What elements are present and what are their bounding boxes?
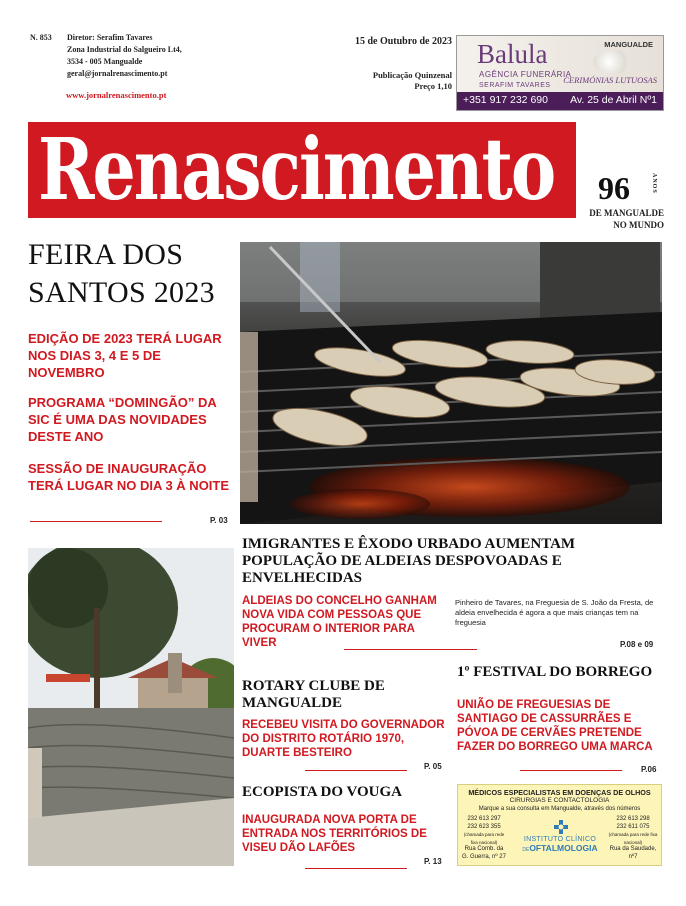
page-reference: P.08 e 09 [620, 640, 654, 649]
address-line: Zona Industrial do Salgueiro Lt4, [67, 45, 182, 54]
divider [520, 770, 622, 771]
tagline-line-1: DE MANGUALDE [589, 208, 664, 218]
email-line[interactable]: geral@jornalrenascimento.pt [67, 69, 168, 78]
issue-number: N. 853 [30, 33, 52, 42]
funeral-agency-ad[interactable] [456, 35, 664, 111]
imigrantes-headline[interactable]: IMIGRANTES E ÊXODO URBADO AUMENTAM POPULAÇÃO DE ALDEIAS DESPOVOADAS E ENVELHECIDAS [242, 536, 576, 586]
festival-headline[interactable]: 1º FESTIVAL DO BORREGO [457, 664, 653, 680]
clinic-specialty: OFTALMOLOGIA [529, 843, 598, 853]
lead-headline-line-2: SANTOS 2023 [28, 276, 215, 309]
divider [305, 770, 407, 771]
divider [305, 868, 407, 869]
website-link[interactable]: www.jornalrenascimento.pt [66, 90, 167, 100]
newspaper-title: Renascimento [38, 122, 555, 218]
publication-info [340, 70, 452, 92]
ad-service: CERIMÓNIAS LUTUOSAS [563, 75, 657, 85]
phone-number: 232 613 298 [616, 816, 650, 822]
eye-ad-cta: Marque a sua consulta em Mangualde, através dos números [478, 806, 641, 812]
ecopista-headline[interactable]: ECOPISTA DO VOUGA [242, 784, 403, 800]
masthead-banner [28, 122, 576, 218]
director-line: Diretor: Serafim Tavares [67, 33, 153, 42]
lead-subhead-2: PROGRAMA “DOMINGÃO” DA SIC É UMA DAS NOVIDADES DESTE ANO [28, 395, 217, 444]
postal-line: 3534 - 005 Mangualde [67, 57, 143, 66]
lead-headline-line-1: FEIRA DOS [28, 238, 184, 271]
grill-photo [240, 242, 662, 524]
eye-ad-headline: MÉDICOS ESPECIALISTAS EM DOENÇAS DE OLHOS [468, 788, 651, 797]
issue-date: 15 de Outubro de 2023 [354, 36, 452, 47]
phone-note: (chamada para rede fixa nacional) [463, 832, 505, 845]
lead-subhead-1: EDIÇÃO DE 2023 TERÁ LUGAR NOS DIAS 3, 4 E 5 DE NOVEMBRO [28, 331, 222, 380]
tagline-line-2: NO MUNDO [613, 220, 664, 230]
lead-headline[interactable] [28, 236, 238, 312]
lead-subhead-3: SESSÃO DE INAUGURAÇÃO TERÁ LUGAR NO DIA 3 À NOITE [28, 461, 230, 493]
page-reference: P. 13 [424, 857, 442, 866]
eye-ad-left-contact [460, 816, 508, 861]
address-line: Rua Comb. da [464, 846, 504, 852]
page-reference: P. 05 [424, 762, 442, 771]
address-line: G. Guerra, nº 27 [462, 853, 506, 860]
eye-ad-services: CIRURGIAS E CONTACTOLOGIA [509, 797, 610, 804]
village-photo [28, 548, 234, 866]
ad-owner: SERAFIM TAVARES [479, 82, 551, 89]
medical-cross-icon [554, 820, 568, 834]
years-number: 96 [598, 170, 630, 206]
page-reference: P.06 [641, 765, 657, 774]
address-line: nº7 [628, 853, 638, 860]
clinic-name: INSTITUTO CLÍNICO [523, 836, 597, 843]
phone-note: (chamada para rede fixa nacional) [608, 832, 658, 845]
ecopista-subhead: INAUGURADA NOVA PORTA DE ENTRADA NOS TERRITÓRIOS DE VISEU DÃO LAFÕES [242, 814, 427, 854]
ad-contact-bar [457, 92, 663, 110]
phone-number: 232 611 075 [616, 823, 650, 830]
rotary-headline[interactable]: ROTARY CLUBE DE MANGUALDE [242, 678, 385, 711]
flower-image [593, 50, 633, 74]
address-line: Rua da Saudade, [609, 846, 657, 852]
clinic-logo [514, 820, 606, 862]
eye-clinic-ad[interactable] [457, 784, 662, 866]
divider [30, 521, 162, 522]
ad-town: MANGUALDE [604, 40, 653, 49]
ad-brand-sub: AGÊNCIA FUNERÁRIA [479, 70, 572, 79]
ad-brand: Balula [477, 39, 548, 69]
festival-subhead: UNIÃO DE FREGUESIAS DE SANTIAGO DE CASSURRÃES E PÓVOA DE CERVÃES PRETENDE FAZER DO BORREGO UMA MARCA [457, 699, 653, 753]
publication-frequency: Publicação Quinzenal [372, 70, 452, 80]
years-label: ANOS [651, 173, 657, 194]
tagline [572, 207, 664, 231]
clinic-name-prefix: DE [522, 847, 530, 853]
page-reference: P. 03 [210, 516, 228, 525]
ad-phone: +351 917 232 690 [463, 94, 548, 106]
divider [344, 649, 477, 650]
phone-number: 232 623 355 [467, 823, 501, 830]
ad-address: Av. 25 de Abril Nº1 [570, 94, 657, 106]
village-photo-graphic [28, 548, 234, 866]
price: Preço 1,10 [414, 81, 452, 91]
phone-number: 232 613 297 [467, 816, 501, 822]
eye-ad-right-contact [607, 816, 659, 861]
imigrantes-subhead: ALDEIAS DO CONCELHO GANHAM NOVA VIDA COM PESSOAS QUE PROCURAM O INTERIOR PARA VIVER [242, 595, 437, 649]
imigrantes-caption: Pinheiro de Tavares, na Freguesia de S. João da Fresta, de aldeia envelhecida é agora a que mais crianças tem na freguesia [455, 598, 654, 627]
grill-photo-graphic [240, 242, 662, 524]
rotary-subhead: RECEBEU VISITA DO GOVERNADOR DO DISTRITO ROTÁRIO 1970, DUARTE BESTEIRO [242, 719, 445, 759]
